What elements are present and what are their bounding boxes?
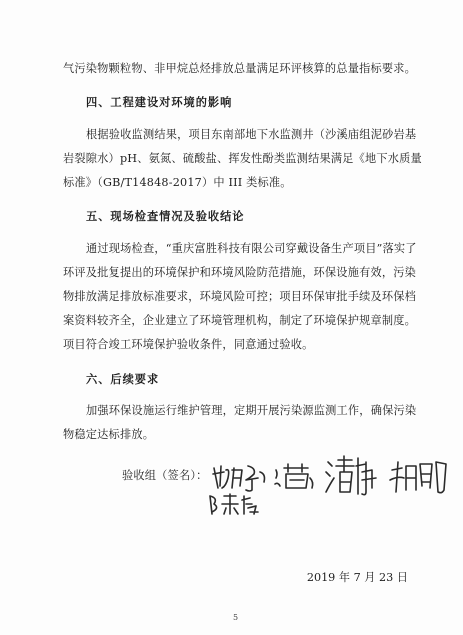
paragraph-line: 案资料较齐全，企业建立了环境管理机构，制定了环境保护规章制度。 xyxy=(63,314,417,327)
signature-image-3 xyxy=(322,452,380,498)
paragraph-line: 加强环保设施运行维护管理，定期开展污染源监测工作，确保污染 xyxy=(86,404,417,417)
paragraph-line: 通过现场检查，“重庆富胜科技有限公司穿戴设备生产项目”落实了 xyxy=(86,242,417,255)
paragraph-line: 岩裂隙水）pH、氨氮、硫酸盐、挥发性酚类监测结果满足《地下水质量 xyxy=(63,152,422,165)
paragraph-line: 项目符合竣工环境保护验收条件，同意通过验收。 xyxy=(63,338,314,351)
paragraph-line: 标准》（GB/T14848-2017）中 III 类标准。 xyxy=(63,176,292,189)
section-heading-4: 四、工程建设对环境的影响 xyxy=(86,95,233,109)
signature-image-4 xyxy=(388,456,450,498)
paragraph-line: 根据验收监测结果，项目东南部地下水监测井（沙溪庙组泥砂岩基 xyxy=(86,128,417,141)
section-heading-6: 六、后续要求 xyxy=(86,372,160,386)
signature-image-5 xyxy=(206,492,262,518)
signature-image-2 xyxy=(272,460,316,492)
section-heading-5: 五、现场检查情况及验收结论 xyxy=(86,209,245,223)
document-date: 2019 年 7 月 23 日 xyxy=(306,571,408,584)
signature-label: 验收组（签名）： xyxy=(122,469,208,482)
paragraph-line: 物排放满足排放标准要求，环境风险可控；项目环保审批手续及环保档 xyxy=(63,290,417,303)
paragraph-line: 物稳定达标排放。 xyxy=(63,428,155,441)
paragraph-line: 气污染物颗粒物、非甲烷总烃排放总量满足环评核算的总量指标要求。 xyxy=(63,62,417,75)
signature-image-1 xyxy=(210,458,270,494)
page-number: 5 xyxy=(233,613,239,622)
paragraph-line: 环评及批复提出的环境保护和环境风险防范措施，环保设施有效，污染 xyxy=(63,266,417,279)
